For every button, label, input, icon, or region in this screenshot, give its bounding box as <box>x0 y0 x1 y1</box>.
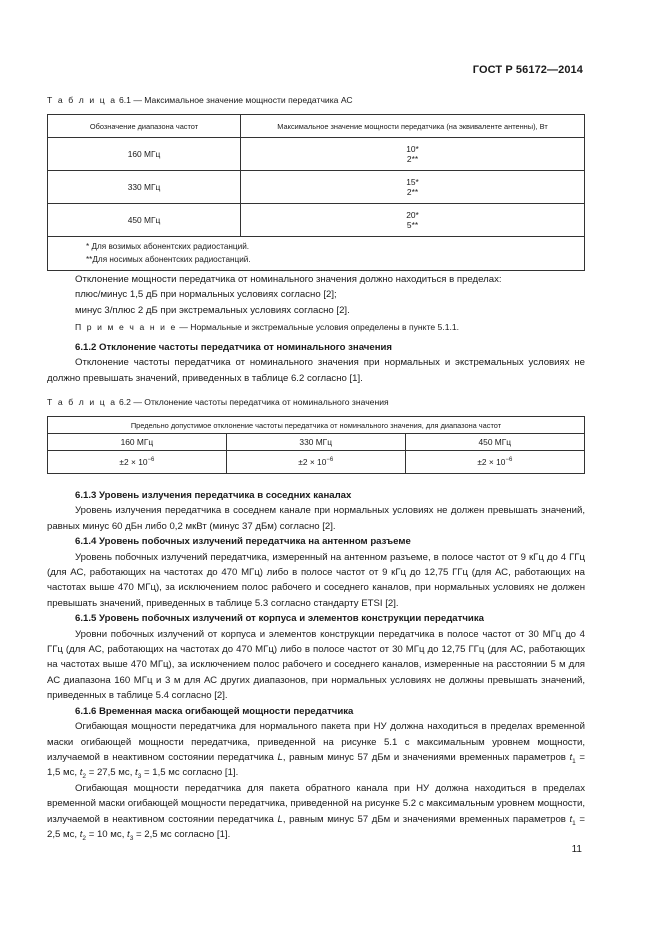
table1-value: 10* 2** <box>241 138 585 171</box>
section-heading: 6.1.5 Уровень побочных излучений от корпуса и элементов конструкции передатчика <box>75 613 484 625</box>
table2-band: 450 МГц <box>405 434 584 451</box>
table1-caption <box>47 95 353 105</box>
table1-col-power: Максимальное значение мощности передатчика (на эквиваленте антенны), Вт <box>241 115 585 138</box>
table1-value: 20* 5** <box>241 204 585 237</box>
table1-band: 330 МГц <box>48 171 241 204</box>
table2-band: 330 МГц <box>226 434 405 451</box>
section-text: Уровень излучения передатчика в соседнем канале при нормальных условиях не должен превышать значений, равных минус 60 дБн либо 0,2 мкВт (минус 37 дБм) согласно [2]. <box>47 505 585 532</box>
deviation-extreme: минус 3/плюс 2 дБ при экстремальных условиях согласно [2]. <box>75 304 350 316</box>
deviation-normal: плюс/минус 1,5 дБ при нормальных условиях согласно [2]; <box>75 289 337 301</box>
table2-value: $\pm 2 \times 10^{-6}$ <box>226 451 405 474</box>
table2-value: $\pm 2 \times 10^{-6}$ <box>48 451 227 474</box>
page-number: 11 <box>571 844 582 855</box>
section-text: Уровни побочных излучений от корпуса и элементов конструкции передатчика в полосе частот от 30 МГц до 4 ГГц (для АС, работающих на частотах до 470 МГц) либо в полосе частот от 30 МГц до 12,75 ГГц (для АС, работающих на частотах выше 470 МГц), за исключением полос рабочего и соседнего каналов, измеренные на расстоянии 5 м для АС диапазона 160 МГц и 3 м для АС других диапазонов, при нормальных условиях не должны превышать значений, приведенных в таблице 5.4 согласно [2]. <box>47 628 585 702</box>
section-heading: 6.1.2 Отклонение частоты передатчика от номинального значения <box>75 342 392 353</box>
table1-caption-prefix: Т а б л и ц а <box>47 95 117 105</box>
table1-note-2: **Для носимых абонентских радиостанций. <box>86 254 251 264</box>
table1-band: 160 МГц <box>48 138 241 171</box>
table2 <box>47 416 585 474</box>
power-deviation-block <box>47 272 585 318</box>
section-heading: 6.1.4 Уровень побочных излучений передатчика на антенном разъеме <box>75 536 411 548</box>
table1-col-band: Обозначение диапазона частот <box>48 115 241 138</box>
note-block <box>47 320 585 335</box>
table-row <box>48 171 585 204</box>
table1-band: 450 МГц <box>48 204 241 237</box>
section-heading: 6.1.3 Уровень излучения передатчика в соседних каналах <box>75 490 352 501</box>
sections-body <box>47 488 585 842</box>
table1-value: 15* 2** <box>241 171 585 204</box>
note-text: П р и м е ч а н и е — Нормальные и экстремальные условия определены в пункте 5.1.1. <box>75 322 460 332</box>
section-text: Огибающая мощности передатчика для нормального пакета при НУ должна находиться в пределах временной маски огибающей мощности передатчика, приведенной на рисунке 5.1 с максимальным уровнем мощности, излучаемой в неактивном состоянии передатчика L, равным минус 57 дБм и значениями временных параметров $t_1 = 1,5$ мс, $t_2 = 27,5$ мс, $t_3 = 1,5$ мс согласно [1]. <box>47 721 585 781</box>
table1 <box>47 114 585 271</box>
section-text: Уровень побочных излучений передатчика, измеренный на антенном разъеме, в полосе частот от 9 кГц до 4 ГГц (для АС, работающих на частотах до 470 МГц) либо в полосе частот от 9 кГц до 12,75 ГГц (для АС, работающих на частотах выше 470 МГц), за исключением полос рабочего и соседнего каналов, при нормальных условиях не должен превышать значений, приведенных в таблице 5.3 согласно стандарту ETSI [2]. <box>47 551 585 609</box>
table2-value: $\pm 2 \times 10^{-6}$ <box>405 451 584 474</box>
section-text: Огибающая мощности передатчика для пакета обратного канала при НУ должна находиться в пределах временной маски огибающей мощности передатчика, приведенной на рисунке 5.2 с максимальным уровнем мощности, излучаемой в неактивном состоянии передатчика L, равным минус 57 дБм и значениями временных параметров $t_1 = 2,5$ мс, $t_2 = 10$ мс, $t_3 = 2,5$ мс согласно [1]. <box>47 782 585 842</box>
table2-caption-text: 6.2 — Отклонение частоты передатчика от номинального значения <box>118 397 389 407</box>
table2-caption <box>47 397 389 407</box>
table1-caption-text: 6.1 — Максимальное значение мощности передатчика АС <box>118 95 353 105</box>
section-6-1-2 <box>47 340 585 386</box>
table1-notes <box>48 237 585 271</box>
deviation-intro: Отклонение мощности передатчика от номинального значения должно находиться в пределах: <box>75 274 502 285</box>
table1-note-1: * Для возимых абонентских радиостанций. <box>86 242 250 251</box>
table2-header: Предельно допустимое отклонение частоты передатчика от номинального значения, для диапазона частот <box>48 417 585 434</box>
table2-caption-prefix: Т а б л и ц а <box>47 397 117 407</box>
section-text: Отклонение частоты передатчика от номинального значения при нормальных и экстремальных условиях не должно превышать значений, приведенных в таблице 6.2 согласно [1]. <box>47 357 585 384</box>
table2-band: 160 МГц <box>48 434 227 451</box>
table-row <box>48 138 585 171</box>
standard-header: ГОСТ Р 56172—2014 <box>472 64 583 76</box>
section-heading: 6.1.6 Временная маска огибающей мощности передатчика <box>75 705 354 717</box>
table-row <box>48 204 585 237</box>
